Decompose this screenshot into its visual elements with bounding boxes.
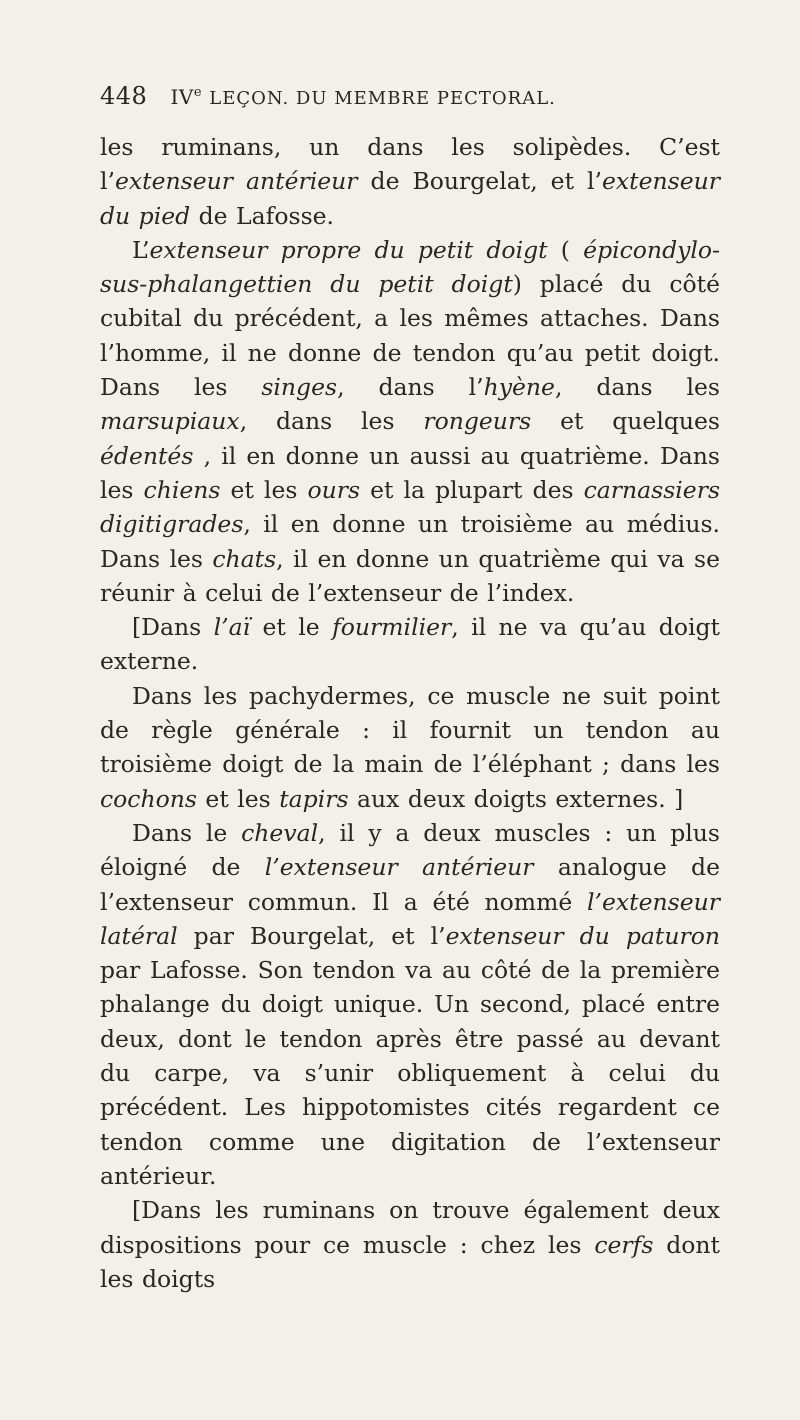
text-run: [Dans <box>132 613 214 642</box>
text-run: aux deux doigts externes. ] <box>348 784 684 813</box>
italic-term: l’aï <box>213 613 251 642</box>
italic-term: singes <box>261 373 338 402</box>
text-run: Dans le <box>132 818 242 847</box>
lecon-number: IV <box>170 85 194 109</box>
italic-term: chiens <box>143 475 221 504</box>
text-run: , il y a deux muscles : un plus éloigné de <box>100 818 720 882</box>
text-run: , il en donne un quatrième qui va se réunir à celui de l’extenseur de l’index. <box>100 544 720 607</box>
text-run: et les <box>220 475 308 504</box>
text-run: , dans l’ <box>337 373 484 402</box>
italic-term: cerfs <box>594 1230 654 1259</box>
italic-term: tapirs <box>279 784 349 813</box>
text-run: ) placé du côté cubital du précédent, a les mêmes attaches. Dans l’homme, il ne donne de tendon qu’au petit doigt. Dans les <box>100 270 721 402</box>
text-run: analogue de l’extenseur commun. Il a été nommé <box>100 853 720 916</box>
lecon-superscript: e <box>193 85 203 100</box>
text-run: et quelques <box>531 407 720 436</box>
italic-term: extenseur du paturon <box>445 921 720 950</box>
text-run: et les <box>196 784 280 813</box>
text-run: par Bourgelat, et l’ <box>177 921 446 950</box>
chapter-title: LEÇON. DU MEMBRE PECTORAL. <box>209 88 556 109</box>
text-run: et le <box>250 613 333 642</box>
italic-term: carnassiers digitigrades <box>100 475 721 539</box>
text-run: , il en donne un troisième au médius. Dans les <box>100 510 720 573</box>
italic-term: cheval <box>241 818 319 847</box>
page-number: 448 <box>100 82 148 110</box>
text-run: de Lafosse. <box>190 201 335 230</box>
text-run: , il ne va qu’au doigt externe. <box>100 613 721 676</box>
italic-term: marsupiaux <box>100 407 240 436</box>
text-run: , dans les <box>239 407 424 436</box>
body-text <box>100 130 720 1296</box>
paragraph <box>100 816 720 1193</box>
italic-term: extenseur propre du petit doigt <box>149 235 548 264</box>
italic-term: l’extenseur latéral <box>100 887 720 950</box>
italic-term: rongeurs <box>423 407 532 436</box>
italic-term: épicondylo-sus-phalangettien du petit doigt <box>100 235 720 299</box>
italic-term: ours <box>307 475 361 504</box>
text-run: , il en donne un aussi au quatrième. Dans les <box>100 441 720 504</box>
italic-term: hyène <box>483 373 555 402</box>
italic-term: chats <box>212 544 277 573</box>
paragraph <box>100 233 720 610</box>
paragraph <box>100 130 720 233</box>
italic-term: fourmilier <box>332 613 452 642</box>
text-run: ( <box>547 235 584 264</box>
italic-term: cochons <box>100 784 197 813</box>
text-run: par Lafosse. Son tendon va au côté de la première phalange du doigt unique. Un second, placé entre deux, dont le tendon après être passé au devant du carpe, va s’unir obliquement à celui du précédent. Les hippotomistes cités regardent ce tendon comme une digitation de l’extenseur antérieur. <box>100 956 720 1190</box>
paragraph <box>100 679 720 816</box>
italic-term: extenseur du pied <box>100 167 720 230</box>
running-header <box>100 82 740 122</box>
text-run: , dans les <box>554 373 720 402</box>
paragraph <box>100 1193 720 1296</box>
text-run: [Dans les ruminans on trouve également deux dispositions pour ce muscle : chez les <box>100 1196 720 1259</box>
text-run: Dans les pachydermes, ce muscle ne suit point de règle générale : il fournit un tendon au troisième doigt de la main de l’éléphant ; dans les <box>100 681 720 779</box>
italic-term: extenseur antérieur <box>115 167 358 196</box>
paragraph <box>100 610 720 679</box>
text-run: les ruminans, un dans les solipèdes. C’est l’ <box>100 133 720 196</box>
italic-term: édentés <box>100 441 194 470</box>
text-run: et la plupart des <box>360 475 584 504</box>
text-run: de Bourgelat, et l’ <box>357 167 603 196</box>
text-run: dont les doigts <box>100 1230 720 1293</box>
text-run: L’ <box>132 235 150 264</box>
italic-term: l’extenseur antérieur <box>264 853 534 882</box>
